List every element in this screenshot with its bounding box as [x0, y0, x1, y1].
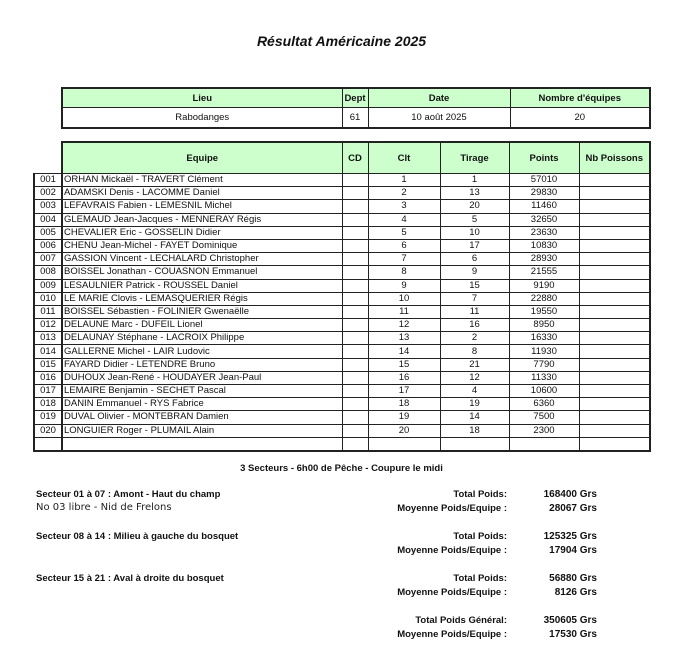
points-cell: 11460 [509, 200, 579, 213]
table-row [34, 398, 650, 411]
classement-cell: 1 [368, 174, 440, 187]
nb-poissons-cell [579, 200, 650, 213]
value-date: 10 août 2025 [368, 108, 510, 129]
points-cell: 19550 [509, 305, 579, 318]
total-poids-value: 168400 Grs [543, 489, 597, 500]
team-name: DELAUNE Marc - DUFEIL Lionel [62, 319, 342, 332]
points-cell: 32650 [509, 213, 579, 226]
cd-cell [342, 200, 368, 213]
value-nombre-equipes: 20 [510, 108, 650, 129]
team-number: 015 [34, 358, 62, 371]
classement-cell: 3 [368, 200, 440, 213]
tirage-cell [440, 437, 509, 451]
header-points: Points [509, 142, 579, 174]
points-cell: 16330 [509, 332, 579, 345]
cd-cell [342, 437, 368, 451]
cd-cell [342, 213, 368, 226]
sector-label: Secteur 15 à 21 : Aval à droite du bosquet [36, 573, 224, 584]
table-row [34, 371, 650, 384]
tirage-cell: 7 [440, 292, 509, 305]
nb-poissons-cell [579, 174, 650, 187]
points-cell: 10600 [509, 385, 579, 398]
team-number: 018 [34, 398, 62, 411]
nb-poissons-cell [579, 424, 650, 437]
header-date: Date [368, 88, 510, 108]
nb-poissons-cell [579, 345, 650, 358]
classement-cell: 9 [368, 279, 440, 292]
tirage-cell: 13 [440, 187, 509, 200]
nb-poissons-cell [579, 319, 650, 332]
table-row [34, 358, 650, 371]
total-poids-value: 125325 Grs [543, 531, 597, 542]
team-number: 019 [34, 411, 62, 424]
table-row [34, 385, 650, 398]
nb-poissons-cell [579, 187, 650, 200]
classement-cell: 10 [368, 292, 440, 305]
tirage-cell: 15 [440, 279, 509, 292]
header-cd: CD [342, 142, 368, 174]
header-dept: Dept [342, 88, 368, 108]
classement-cell: 11 [368, 305, 440, 318]
points-cell: 9190 [509, 279, 579, 292]
nb-poissons-cell [579, 371, 650, 384]
tirage-cell: 11 [440, 305, 509, 318]
value-lieu: Rabodanges [62, 108, 342, 129]
tirage-cell: 8 [440, 345, 509, 358]
team-number: 017 [34, 385, 62, 398]
sector-label: Secteur 08 à 14 : Milieu à gauche du bosquet [36, 531, 239, 542]
nb-poissons-cell [579, 253, 650, 266]
table-row [34, 345, 650, 358]
nb-poissons-cell [579, 213, 650, 226]
tirage-cell: 14 [440, 411, 509, 424]
team-number: 010 [34, 292, 62, 305]
classement-cell: 6 [368, 239, 440, 252]
nb-poissons-cell [579, 358, 650, 371]
table-row [34, 437, 650, 451]
classement-cell: 15 [368, 358, 440, 371]
table-row [34, 253, 650, 266]
moyenne-label: Moyenne Poids/Equipe : [397, 545, 507, 556]
cd-cell [342, 332, 368, 345]
table-row [34, 239, 650, 252]
total-general-value: 350605 Grs [543, 615, 597, 626]
classement-cell: 12 [368, 319, 440, 332]
moyenne-value: 17904 Grs [549, 545, 597, 556]
team-name: DELAUNAY Stéphane - LACROIX Philippe [62, 332, 342, 345]
cd-cell [342, 398, 368, 411]
points-cell: 23630 [509, 226, 579, 239]
value-dept: 61 [342, 108, 368, 129]
team-number: 012 [34, 319, 62, 332]
team-number: 009 [34, 279, 62, 292]
team-name: CHENU Jean-Michel - FAYET Dominique [62, 239, 342, 252]
cd-cell [342, 253, 368, 266]
team-number: 007 [34, 253, 62, 266]
moyenne-value: 28067 Grs [549, 503, 597, 514]
tirage-cell: 20 [440, 200, 509, 213]
cd-cell [342, 279, 368, 292]
points-cell: 57010 [509, 174, 579, 187]
tirage-cell: 9 [440, 266, 509, 279]
nb-poissons-cell [579, 385, 650, 398]
cd-cell [342, 371, 368, 384]
points-cell: 10830 [509, 239, 579, 252]
team-number: 014 [34, 345, 62, 358]
table-row [34, 200, 650, 213]
team-number: 003 [34, 200, 62, 213]
nb-poissons-cell [579, 411, 650, 424]
summary-subtitle: 3 Secteurs - 6h00 de Pêche - Coupure le midi [240, 463, 443, 474]
cd-cell [342, 187, 368, 200]
team-number: 016 [34, 371, 62, 384]
table-row [34, 174, 650, 187]
header-lieu: Lieu [62, 88, 342, 108]
table-row [34, 319, 650, 332]
tirage-cell: 19 [440, 398, 509, 411]
table-row [34, 411, 650, 424]
team-name: DANIN Emmanuel - RYS Fabrice [62, 398, 342, 411]
classement-cell: 14 [368, 345, 440, 358]
header-tirage: Tirage [440, 142, 509, 174]
classement-cell: 20 [368, 424, 440, 437]
team-name: GASSION Vincent - LECHALARD Christopher [62, 253, 342, 266]
cd-cell [342, 385, 368, 398]
header-clt: Clt [368, 142, 440, 174]
tirage-cell: 4 [440, 385, 509, 398]
table-row [34, 292, 650, 305]
tirage-cell: 21 [440, 358, 509, 371]
points-cell: 22880 [509, 292, 579, 305]
nb-poissons-cell [579, 332, 650, 345]
nb-poissons-cell [579, 437, 650, 451]
team-number: 006 [34, 239, 62, 252]
page-title: Résultat Américaine 2025 [256, 33, 427, 49]
team-number: 002 [34, 187, 62, 200]
classement-cell: 2 [368, 187, 440, 200]
table-row [34, 187, 650, 200]
classement-cell: 16 [368, 371, 440, 384]
points-cell: 2300 [509, 424, 579, 437]
tirage-cell: 1 [440, 174, 509, 187]
team-number: 001 [34, 174, 62, 187]
points-cell: 8950 [509, 319, 579, 332]
team-number: 013 [34, 332, 62, 345]
cd-cell [342, 345, 368, 358]
table-row [34, 266, 650, 279]
cd-cell [342, 424, 368, 437]
points-cell: 7500 [509, 411, 579, 424]
cd-cell [342, 292, 368, 305]
table-row [34, 226, 650, 239]
team-number: 008 [34, 266, 62, 279]
team-name: DUVAL Olivier - MONTEBRAN Damien [62, 411, 342, 424]
moyenne-general-value: 17530 Grs [549, 629, 597, 640]
classement-cell: 8 [368, 266, 440, 279]
team-name: LE MARIE Clovis - LEMASQUERIER Régis [62, 292, 342, 305]
points-cell: 7790 [509, 358, 579, 371]
table-row [34, 213, 650, 226]
team-name: GALLERNE Michel - LAIR Ludovic [62, 345, 342, 358]
classement-cell: 5 [368, 226, 440, 239]
points-cell: 21555 [509, 266, 579, 279]
nb-poissons-cell [579, 239, 650, 252]
team-number: 004 [34, 213, 62, 226]
points-cell [509, 437, 579, 451]
tirage-cell: 12 [440, 371, 509, 384]
nb-poissons-cell [579, 226, 650, 239]
classement-cell: 19 [368, 411, 440, 424]
cd-cell [342, 226, 368, 239]
tirage-cell: 6 [440, 253, 509, 266]
header-num [34, 142, 62, 174]
team-name: FAYARD Didier - LETENDRE Bruno [62, 358, 342, 371]
tirage-cell: 2 [440, 332, 509, 345]
table-row [34, 424, 650, 437]
classement-cell: 13 [368, 332, 440, 345]
moyenne-value: 8126 Grs [554, 587, 597, 598]
total-poids-label: Total Poids: [453, 531, 507, 542]
team-name: ADAMSKI Denis - LACOMME Daniel [62, 187, 342, 200]
moyenne-general-label: Moyenne Poids/Equipe : [397, 629, 507, 640]
team-name: BOISSEL Sébastien - FOLINIER Gwenaëlle [62, 305, 342, 318]
cd-cell [342, 319, 368, 332]
team-name: LEFAVRAIS Fabien - LEMESNIL Michel [62, 200, 342, 213]
cd-cell [342, 239, 368, 252]
header-nb-poissons: Nb Poissons [579, 142, 650, 174]
points-cell: 28930 [509, 253, 579, 266]
points-cell: 6360 [509, 398, 579, 411]
nb-poissons-cell [579, 266, 650, 279]
tirage-cell: 5 [440, 213, 509, 226]
table-row [34, 305, 650, 318]
team-name: LONGUIER Roger - PLUMAIL Alain [62, 424, 342, 437]
points-cell: 11930 [509, 345, 579, 358]
total-poids-label: Total Poids: [453, 573, 507, 584]
team-name: GLEMAUD Jean-Jacques - MENNERAY Régis [62, 213, 342, 226]
results-table [33, 141, 651, 452]
nb-poissons-cell [579, 398, 650, 411]
team-name: CHEVALIER Eric - GOSSELIN Didier [62, 226, 342, 239]
total-general-label: Total Poids Général: [415, 615, 507, 626]
total-poids-label: Total Poids: [453, 489, 507, 500]
classement-cell: 7 [368, 253, 440, 266]
cd-cell [342, 266, 368, 279]
moyenne-label: Moyenne Poids/Equipe : [397, 587, 507, 598]
nb-poissons-cell [579, 292, 650, 305]
event-info-table [61, 87, 651, 129]
tirage-cell: 18 [440, 424, 509, 437]
cd-cell [342, 305, 368, 318]
sector-note: No 03 libre - Nid de Frelons [36, 502, 172, 513]
moyenne-label: Moyenne Poids/Equipe : [397, 503, 507, 514]
team-name [62, 437, 342, 451]
team-number: 005 [34, 226, 62, 239]
team-name: ORHAN Mickaël - TRAVERT Clément [62, 174, 342, 187]
tirage-cell: 10 [440, 226, 509, 239]
cd-cell [342, 411, 368, 424]
team-number [34, 437, 62, 451]
team-name: LESAULNIER Patrick - ROUSSEL Daniel [62, 279, 342, 292]
nb-poissons-cell [579, 279, 650, 292]
classement-cell: 4 [368, 213, 440, 226]
total-poids-value: 56880 Grs [549, 573, 597, 584]
header-nombre-equipes: Nombre d'équipes [510, 88, 650, 108]
team-name: DUHOUX Jean-René - HOUDAYER Jean-Paul [62, 371, 342, 384]
team-name: BOISSEL Jonathan - COUASNON Emmanuel [62, 266, 342, 279]
classement-cell: 18 [368, 398, 440, 411]
tirage-cell: 16 [440, 319, 509, 332]
tirage-cell: 17 [440, 239, 509, 252]
header-equipe: Equipe [62, 142, 342, 174]
team-number: 011 [34, 305, 62, 318]
classement-cell [368, 437, 440, 451]
nb-poissons-cell [579, 305, 650, 318]
sector-label: Secteur 01 à 07 : Amont - Haut du champ [36, 489, 221, 500]
classement-cell: 17 [368, 385, 440, 398]
points-cell: 29830 [509, 187, 579, 200]
table-row [34, 279, 650, 292]
table-row [34, 332, 650, 345]
team-name: LEMAIRE Benjamin - SECHET Pascal [62, 385, 342, 398]
points-cell: 11330 [509, 371, 579, 384]
cd-cell [342, 358, 368, 371]
team-number: 020 [34, 424, 62, 437]
cd-cell [342, 174, 368, 187]
